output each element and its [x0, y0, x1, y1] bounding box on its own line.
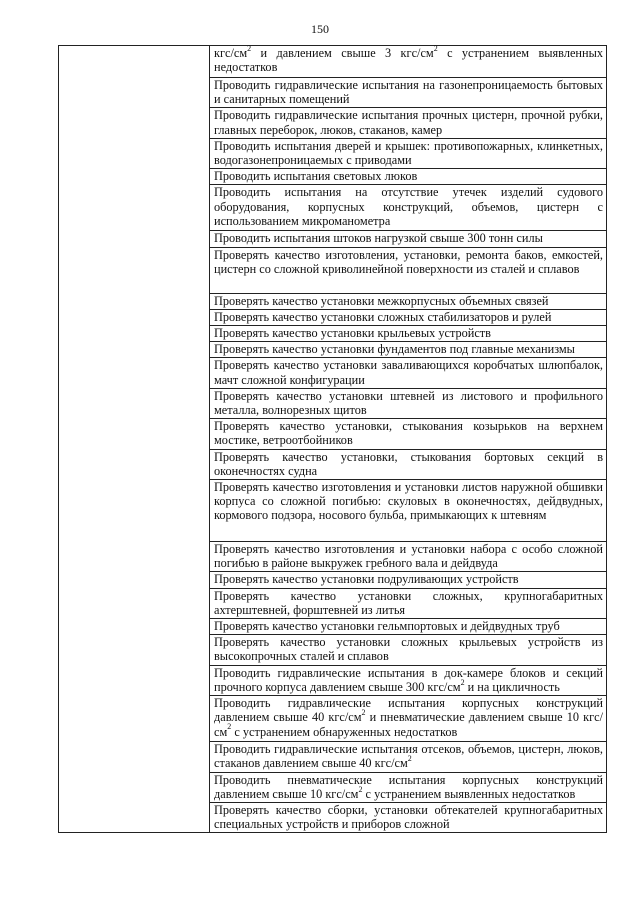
requirement-cell: [210, 588, 607, 618]
requirement-cell: [210, 802, 607, 832]
requirement-text: Проверять качество установки сложных стабилизаторов и рулей: [214, 309, 552, 324]
requirement-cell: [210, 665, 607, 695]
requirement-text: Проверять качество установки заваливающихся коробчатых шлюпбалок, мачт сложной конфигурации: [214, 358, 603, 387]
requirement-text: Проверять качество установки сложных, крупногабаритных ахтерштевней, форштевней из литья: [214, 588, 603, 617]
requirement-cell: [210, 309, 607, 325]
requirement-text: Проверять качество установки крыльевых устройств: [214, 326, 491, 341]
requirement-cell: [210, 696, 607, 742]
requirement-cell: [210, 326, 607, 342]
requirement-cell: [210, 742, 607, 772]
requirement-cell: [210, 619, 607, 635]
requirement-cell: [210, 138, 607, 168]
requirement-text: Проверять качество изготовления, установки, ремонта баков, емкостей, цистерн со сложной криволинейной поверхности из сталей и сплавов: [214, 247, 603, 276]
requirement-cell: [210, 542, 607, 572]
requirement-text: Проверять качество установки, стыкования бортовых секций в оконечностях судна: [214, 449, 603, 478]
requirement-cell: [210, 358, 607, 388]
requirement-cell: [210, 388, 607, 418]
requirement-cell: [210, 480, 607, 542]
requirement-text: Проводить гидравлические испытания отсеков, объемов, цистерн, люков, стаканов давлением свыше 40 кгс/$см^2$: [214, 742, 603, 771]
requirement-cell: [210, 43, 607, 78]
requirement-cell: [210, 635, 607, 665]
requirement-text: Проводить гидравлические испытания на газонепроницаемость бытовых и санитарных помещений: [214, 78, 603, 107]
requirement-cell: [210, 169, 607, 185]
requirement-cell: [210, 419, 607, 449]
left-column-cell: [59, 46, 210, 833]
requirement-text: Проверять качество установки сложных крыльевых устройств из высокопрочных сталей и сплавов: [214, 635, 603, 664]
requirement-text: Проводить гидравлические испытания прочных цистерн, прочной рубки, главных переборок, люков, стаканов, камер: [214, 108, 603, 137]
requirement-cell: [210, 342, 607, 358]
requirement-cell: [210, 572, 607, 588]
requirement-text: Проверять качество установки подруливающих устройств: [214, 572, 519, 587]
requirement-text: Проводить испытания на отсутствие утечек изделий судового оборудования, корпусных конструкций, объемов, цистерн с использованием микроманометра: [214, 185, 603, 228]
requirement-cell: [210, 108, 607, 138]
requirement-cell: [210, 185, 607, 231]
requirement-text: Проводить испытания штоков нагрузкой свыше 300 тонн силы: [214, 231, 543, 246]
requirement-text: Проверять качество сборки, установки обтекателей крупногабаритных специальных устройств и приборов сложной: [214, 802, 603, 832]
requirement-text: Проверять качество установки гельмпортовых и дейдвудных труб: [214, 619, 560, 634]
requirement-text: Проводить испытания световых люков: [214, 169, 418, 184]
requirement-cell: [210, 78, 607, 108]
requirement-cell: [210, 772, 607, 802]
requirement-cell: [210, 293, 607, 309]
requirement-text: Проводить пневматические испытания корпусных конструкций давлением свыше 10 кгс/$см^2$ с устранением выявленных недостатков: [214, 772, 603, 801]
requirement-text: Проверять качество установки межкорпусных объемных связей: [214, 293, 549, 308]
requirement-text: Проводить гидравлические испытания в док-камере блоков и секций прочного корпуса давлением свыше 300 кгс/$см^2$ и на цикличность: [214, 665, 603, 694]
page-number: 150: [311, 22, 329, 36]
qualification-table: [58, 45, 607, 833]
requirement-text: Проводить гидравлические испытания корпусных конструкций давлением свыше 40 кгс/$см^2$ и пневматические давлением свыше 10 кгс/$см^2$ с устранением обнаруженных недостатков: [214, 696, 603, 739]
table-row: [59, 46, 607, 78]
requirement-text: Проверять качество установки, стыкования козырьков на верхнем мостике, ветроотбойников: [214, 419, 603, 448]
requirement-text: Проверять качество изготовления и установки листов наружной обшивки корпуса со сложной погибью: скуловых в оконечностях, дейдвудных, кормового подзора, носового бульба, примыкающих к штевням: [214, 480, 603, 523]
requirement-cell: [210, 247, 607, 293]
requirement-cell: [210, 449, 607, 479]
requirement-text: Проверять качество изготовления и установки набора с особо сложной погибью в районе выкружек гребного вала и дейдвуда: [214, 542, 603, 571]
requirement-text: кгс/$см^2$ и давлением свыше 3 кгс/$см^2$ с устранением выявленных недостатков: [214, 43, 603, 75]
requirement-text: Проверять качество установки штевней из листового и профильного металла, волнорезных щитов: [214, 388, 603, 418]
requirement-text: Проверять качество установки фундаментов под главные механизмы: [214, 342, 575, 357]
requirement-text: Проводить испытания дверей и крышек: противопожарных, клинкетных, водогазонепроницаемых с приводами: [214, 138, 603, 168]
requirement-cell: [210, 231, 607, 247]
